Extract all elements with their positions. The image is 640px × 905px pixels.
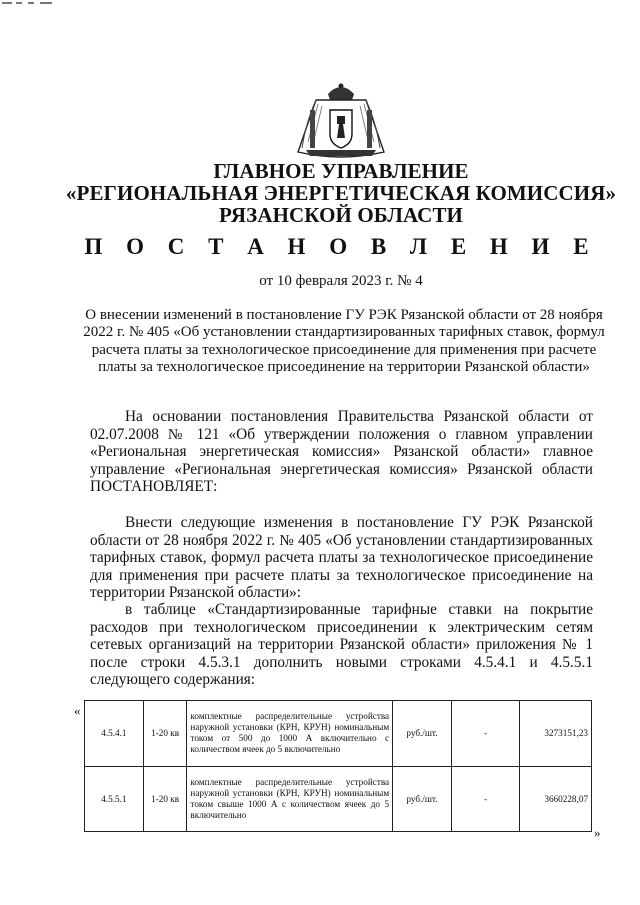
preamble-paragraph: На основании постановления Правительства Рязанской области от 02.07.2008 № 121 «Об утверждении положения о главном управлении «Региональная энергетическая комиссия» Рязанской области» главное управление «Региональная энергетическая комиссия» Рязанской области ПОСТАНОВЛЯЕТ:	[90, 408, 593, 495]
unit-cell: руб./шт.	[393, 766, 452, 832]
scan-artifact	[0, 0, 70, 6]
empty-value-cell: -	[451, 766, 519, 832]
agency-name-line-2: «РЕГИОНАЛЬНАЯ ЭНЕРГЕТИЧЕСКАЯ КОМИССИЯ»	[65, 181, 617, 205]
amendment-paragraph: Внести следующие изменения в постановление ГУ РЭК Рязанской области от 28 ноября 2022 г. № 405 «Об установлении стандартизированных тарифных ставок, формул расчета платы за технологическое присоединение для применения при расчете платы за технологическое присоединение на территории Рязанской области»:	[90, 514, 593, 601]
document-subject: О внесении изменений в постановление ГУ РЭК Рязанской области от 28 ноября 2022 г. № 405 «Об установлении стандартизированных тарифных ставок, формул расчета платы за технологическое присоединение для применения при расчете платы за технологическое присоединение на территории Рязанской области»	[83, 307, 605, 375]
table-instruction-paragraph: в таблице «Стандартизированные тарифные ставки на покрытие расходов при технологическом присоединении к электрическим сетям сетевых организаций на территории Рязанской области» приложения № 1 после строки 4.5.3.1 дополнить новыми строками 4.5.4.1 и 4.5.5.1 следующего содержания:	[90, 601, 593, 688]
empty-value-cell: -	[451, 701, 519, 767]
document-date-number: от 10 февраля 2023 г. № 4	[259, 273, 423, 289]
agency-name-line-3: РЯЗАНСКОЙ ОБЛАСТИ	[219, 203, 463, 227]
rate-value-cell: 3273151,23	[520, 701, 592, 767]
row-number-cell: 4.5.5.1	[85, 766, 144, 832]
voltage-cell: 1-20 кв	[143, 766, 187, 832]
description-cell: комплектные распределительные устройства наружной установки (КРН, КРУН) номинальным током от 500 до 1000 А включительно с количеством ячеек до 5 включительно	[187, 701, 393, 767]
voltage-cell: 1-20 кв	[143, 701, 187, 767]
tariff-table	[84, 700, 592, 832]
document-type: П О С Т А Н О В Л Е Н И Е	[84, 234, 598, 259]
agency-name-line-1: ГЛАВНОЕ УПРАВЛЕНИЕ	[213, 159, 469, 183]
rate-value-cell: 3660228,07	[520, 766, 592, 832]
coat-of-arms-icon	[288, 82, 394, 160]
table-row	[85, 766, 592, 832]
unit-cell: руб./шт.	[393, 701, 452, 767]
row-number-cell: 4.5.4.1	[85, 701, 144, 767]
table-close-quote: »	[594, 825, 601, 840]
description-cell: комплектные распределительные устройства наружной установки (КРН, КРУН) номинальным током свыше 1000 А с количеством ячеек до 5 включительно	[187, 766, 393, 832]
table-open-quote: «	[74, 703, 81, 718]
table-row	[85, 701, 592, 767]
